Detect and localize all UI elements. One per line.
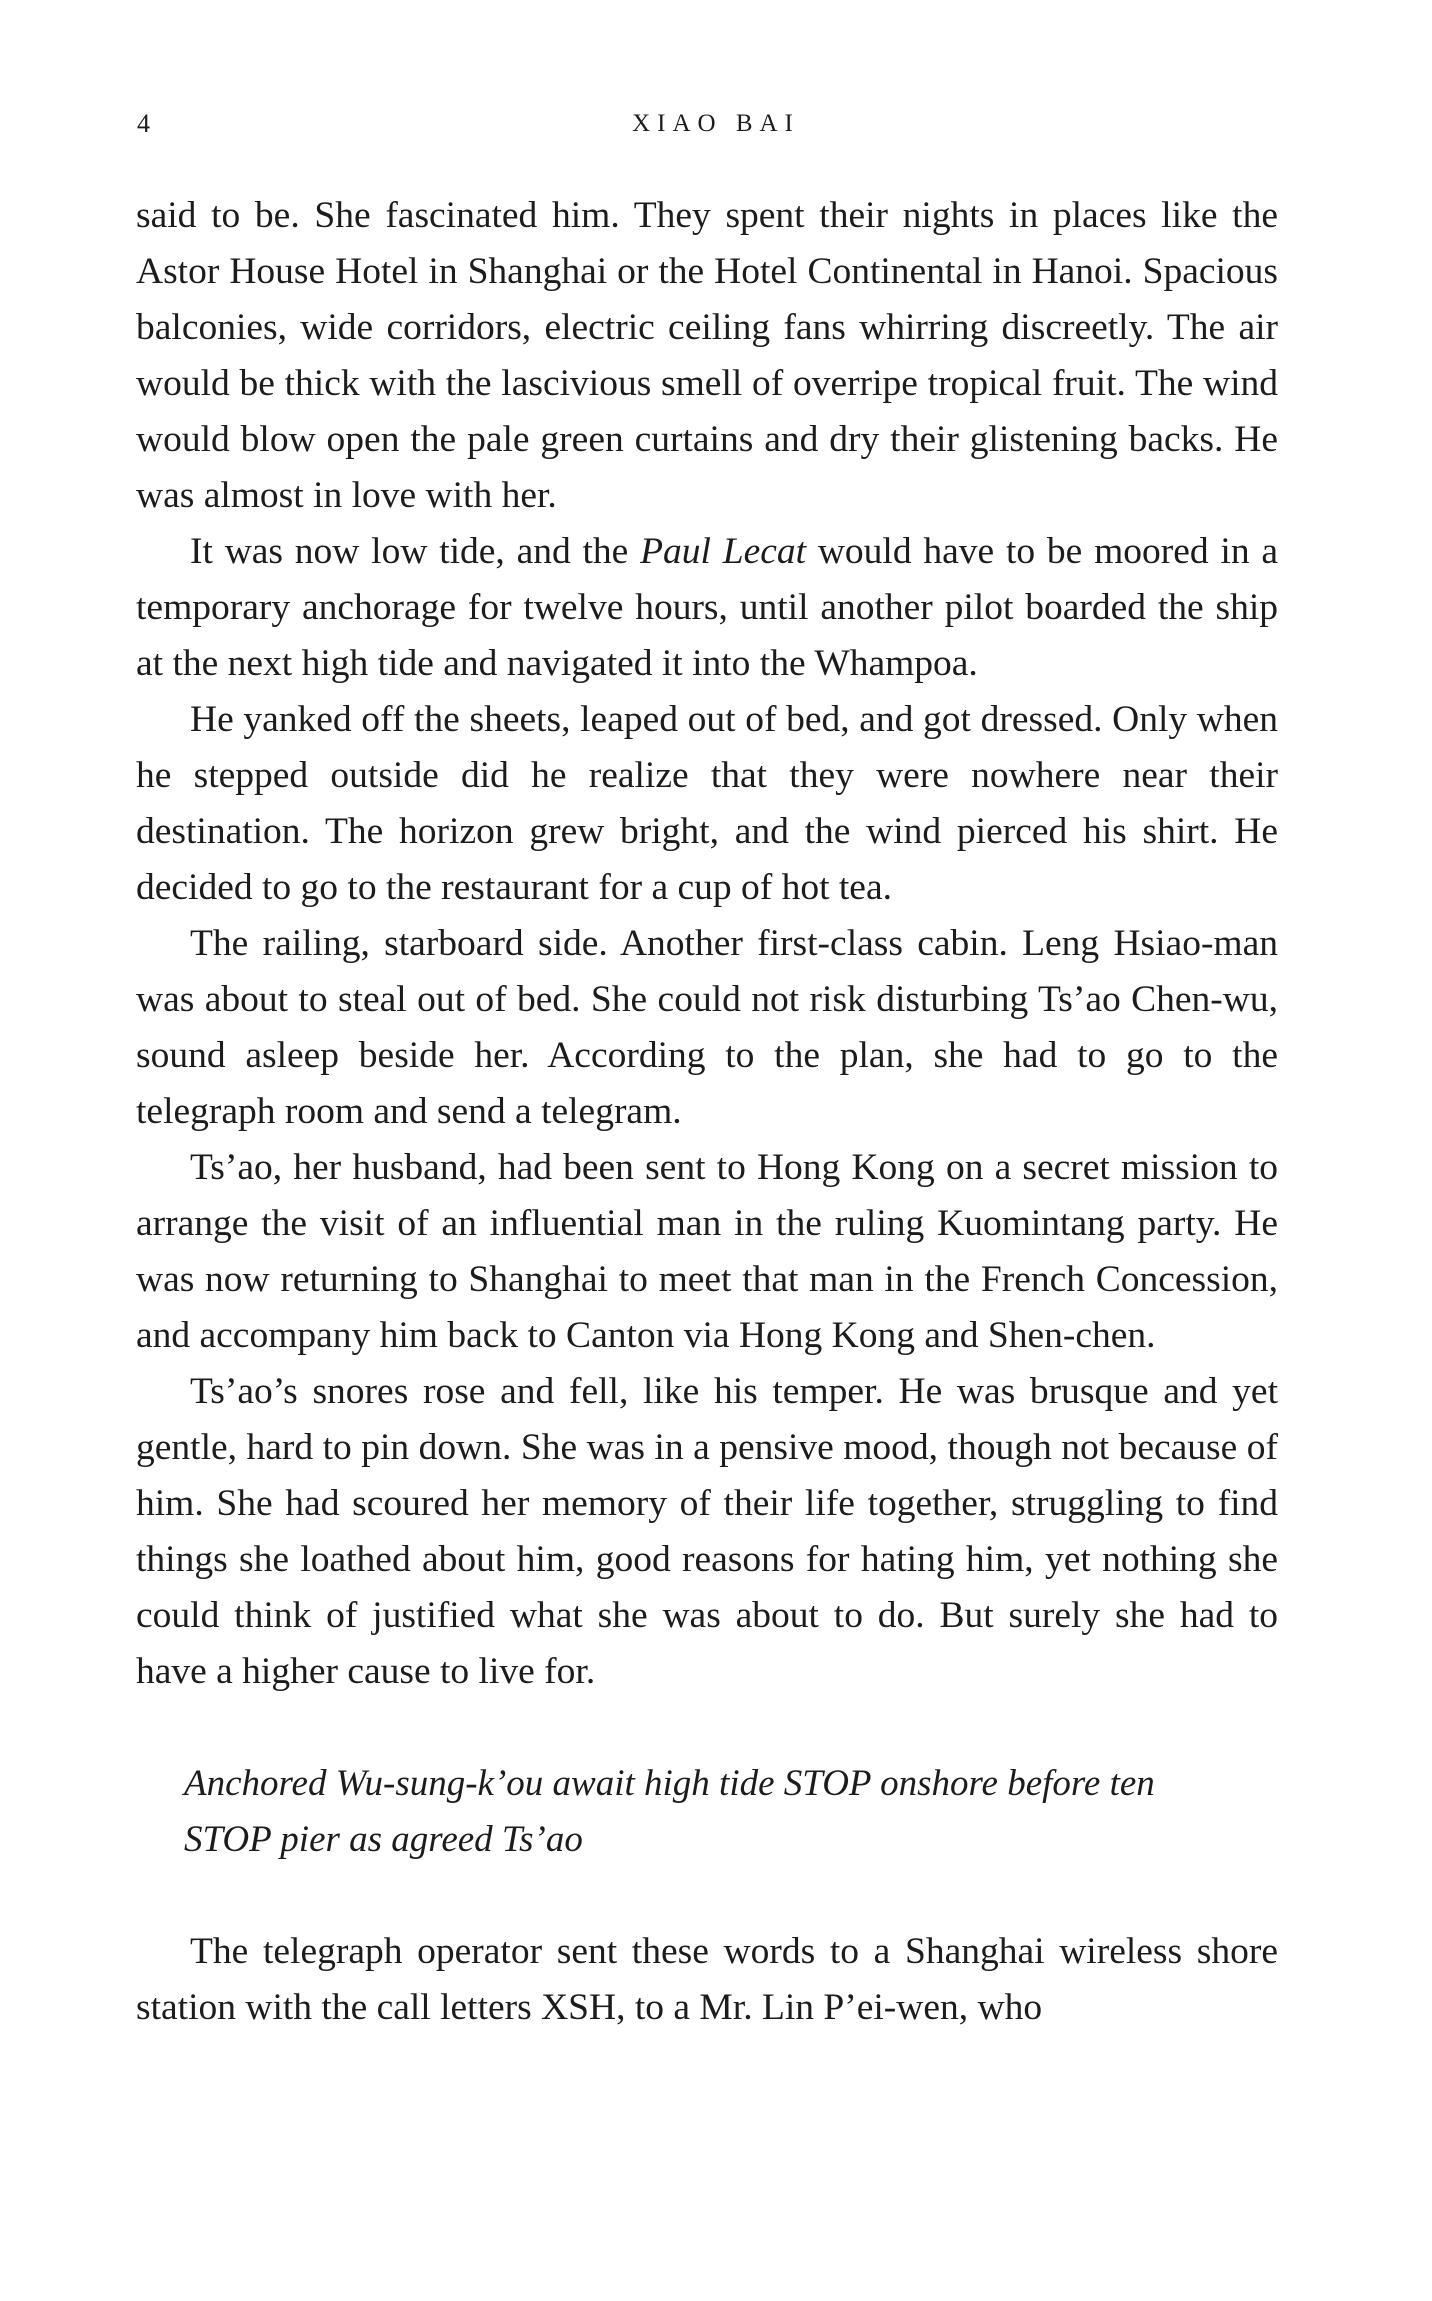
running-head [0,104,1432,144]
paragraph-5: Ts’ao, her husband, had been sent to Hong Kong on a secret mission to arrange the visit of an influential man in the ruling Kuomintang party. He was now returning to Shanghai to meet that man in the French Concession, and accompany him back to Canton via Hong Kong and Shen-chen. [136,1147,1278,1356]
paragraph-2-rest: would have to be moored in a temporary anchorage for twelve hours, until another pilot boarded the ship at the next high tide and navigated it into the Whampoa. [136,531,1279,684]
paragraph-2-lead: It was now low tide, and the [190,531,641,572]
paragraph-7: The telegraph operator sent these words to a Shanghai wireless shore station with the call letters XSH, to a Mr. Lin P’ei-wen, who [136,1931,1278,2028]
page-number: 4 [137,109,150,138]
book-title: XIAO BAI [632,110,800,137]
body-text [136,188,1278,2036]
paragraph-2 [136,524,1278,692]
ship-name: Paul Lecat [640,531,807,572]
paragraph-4: The railing, starboard side. Another first-class cabin. Leng Hsiao-man was about to steal out of bed. She could not risk disturbing Ts’ao Chen-wu, sound asleep beside her. According to the plan, she had to go to the telegraph room and send a telegram. [136,923,1278,1132]
telegram-line-2: STOP pier as agreed Ts’ao [184,1819,583,1860]
telegram-message [184,1756,1278,1868]
paragraph-3: He yanked off the sheets, leaped out of bed, and got dressed. Only when he stepped outside did he realize that they were nowhere near their destination. The horizon grew bright, and the wind pierced his shirt. He decided to go to the restaurant for a cup of hot tea. [136,699,1278,908]
telegram-line-1: Anchored Wu-sung-k’ou await high tide STOP onshore before ten [184,1763,1155,1804]
paragraph-1: said to be. She fascinated him. They spent their nights in places like the Astor House Hotel in Shanghai or the Hotel Continental in Hanoi. Spacious balconies, wide corridors, electric ceiling fans whirring discreetly. The air would be thick with the lascivious smell of overripe tropical fruit. The wind would blow open the pale green curtains and dry their glistening backs. He was almost in love with her. [136,195,1278,516]
paragraph-6: Ts’ao’s snores rose and fell, like his temper. He was brusque and yet gentle, hard to pin down. She was in a pensive mood, though not because of him. She had scoured her memory of their life together, struggling to find things she loathed about him, good reasons for hating him, yet nothing she could think of justified what she was about to do. But surely she had to have a higher cause to live for. [136,1371,1278,1692]
